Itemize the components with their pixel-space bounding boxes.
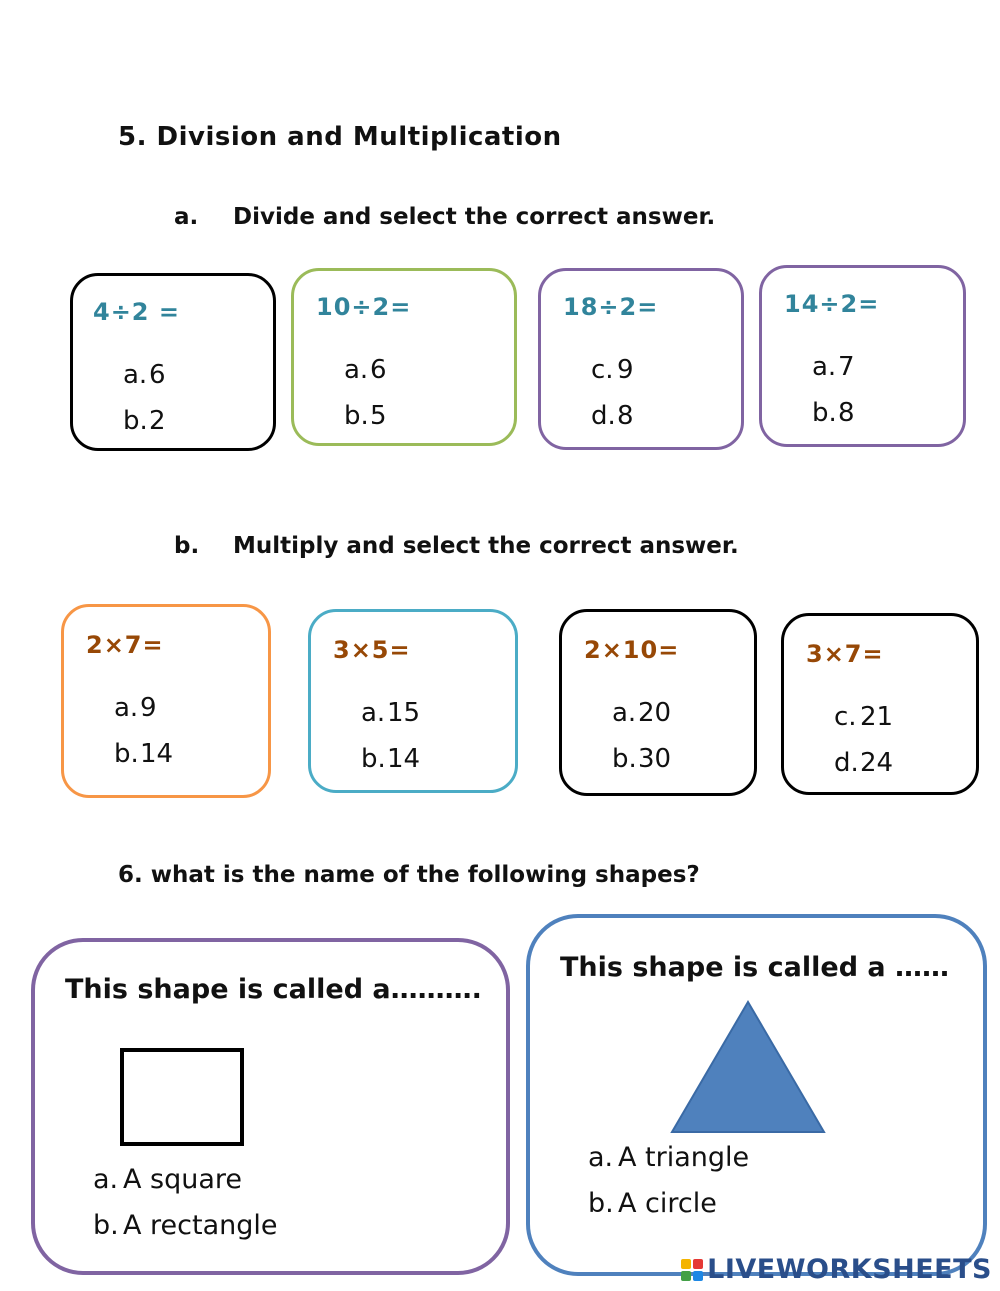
- option-value: 6: [149, 360, 166, 390]
- option-letter: d.: [834, 748, 859, 778]
- answer-option[interactable]: [344, 355, 387, 385]
- answer-option[interactable]: [812, 352, 855, 382]
- answer-option[interactable]: [834, 748, 893, 778]
- option-value: A circle: [618, 1188, 717, 1219]
- division-card-1: [70, 273, 276, 451]
- answer-option[interactable]: [114, 739, 173, 769]
- option-letter: a.: [344, 355, 369, 385]
- answer-option[interactable]: [114, 693, 157, 723]
- division-question: 18÷2=: [563, 293, 659, 321]
- answer-option[interactable]: [123, 360, 166, 390]
- option-letter: b.: [612, 744, 637, 774]
- answer-option[interactable]: [591, 401, 634, 431]
- answer-option[interactable]: [612, 698, 671, 728]
- option-letter: b.: [812, 398, 837, 428]
- answer-option[interactable]: [588, 1188, 717, 1219]
- multiplication-card-2: [308, 609, 518, 793]
- option-letter: a.: [93, 1164, 119, 1195]
- shape-card-square: [31, 938, 510, 1275]
- division-card-3: [538, 268, 744, 450]
- part-a-instruction: Divide and select the correct answer.: [233, 204, 716, 230]
- option-letter: a.: [812, 352, 837, 382]
- option-value: 24: [860, 748, 894, 778]
- answer-option[interactable]: [93, 1210, 278, 1241]
- shape-prompt: This shape is called a……….: [65, 974, 482, 1005]
- answer-option[interactable]: [812, 398, 855, 428]
- answer-option[interactable]: [123, 406, 166, 436]
- part-a-label: a.: [174, 204, 199, 230]
- option-value: 8: [838, 398, 855, 428]
- liveworksheets-logo[interactable]: [681, 1254, 992, 1285]
- square-shape: [120, 1048, 244, 1146]
- multiplication-question: 3×7=: [806, 640, 884, 668]
- option-value: 9: [140, 693, 157, 723]
- multiplication-question: 3×5=: [333, 636, 411, 664]
- option-letter: a.: [114, 693, 139, 723]
- multiplication-question: 2×7=: [86, 631, 164, 659]
- option-value: 7: [838, 352, 855, 382]
- option-letter: b.: [344, 401, 369, 431]
- option-letter: b.: [114, 739, 139, 769]
- option-value: 9: [617, 355, 634, 385]
- answer-option[interactable]: [344, 401, 387, 431]
- option-letter: d.: [591, 401, 616, 431]
- option-letter: b.: [588, 1188, 614, 1219]
- option-letter: c.: [591, 355, 614, 385]
- part-b-instruction: Multiply and select the correct answer.: [233, 533, 739, 559]
- option-value: 8: [617, 401, 634, 431]
- division-question: 4÷2 =: [93, 298, 180, 326]
- option-value: 20: [638, 698, 672, 728]
- option-letter: a.: [588, 1142, 614, 1173]
- option-value: 21: [860, 702, 894, 732]
- option-value: 15: [387, 698, 421, 728]
- shape-card-triangle: [526, 914, 987, 1276]
- option-value: 14: [140, 739, 174, 769]
- multiplication-card-3: [559, 609, 757, 796]
- option-letter: a.: [361, 698, 386, 728]
- option-value: 2: [149, 406, 166, 436]
- triangle-shape: [668, 998, 828, 1136]
- section-6-heading: 6. what is the name of the following shapes?: [118, 862, 700, 888]
- option-letter: b.: [93, 1210, 119, 1241]
- multiplication-card-4: [781, 613, 979, 795]
- option-letter: c.: [834, 702, 857, 732]
- answer-option[interactable]: [93, 1164, 242, 1195]
- option-letter: a.: [123, 360, 148, 390]
- shape-prompt: This shape is called a ……: [560, 952, 950, 983]
- option-value: 30: [638, 744, 672, 774]
- option-letter: b.: [361, 744, 386, 774]
- multiplication-question: 2×10=: [584, 636, 680, 664]
- part-b-label: b.: [174, 533, 200, 559]
- division-card-4: [759, 265, 966, 447]
- answer-option[interactable]: [361, 698, 420, 728]
- option-value: 14: [387, 744, 421, 774]
- division-question: 10÷2=: [316, 293, 412, 321]
- liveworksheets-logo-icon: [681, 1259, 703, 1281]
- answer-option[interactable]: [361, 744, 420, 774]
- option-value: A triangle: [618, 1142, 750, 1173]
- answer-option[interactable]: [834, 702, 893, 732]
- multiplication-card-1: [61, 604, 271, 798]
- answer-option[interactable]: [612, 744, 671, 774]
- answer-option[interactable]: [591, 355, 634, 385]
- option-value: A square: [123, 1164, 243, 1195]
- option-letter: a.: [612, 698, 637, 728]
- section-5-heading: 5. Division and Multiplication: [118, 122, 562, 152]
- division-card-2: [291, 268, 517, 446]
- option-letter: b.: [123, 406, 148, 436]
- option-value: 6: [370, 355, 387, 385]
- logo-text: LIVEWORKSHEETS: [707, 1254, 992, 1285]
- division-question: 14÷2=: [784, 290, 880, 318]
- option-value: 5: [370, 401, 387, 431]
- option-value: A rectangle: [123, 1210, 278, 1241]
- answer-option[interactable]: [588, 1142, 749, 1173]
